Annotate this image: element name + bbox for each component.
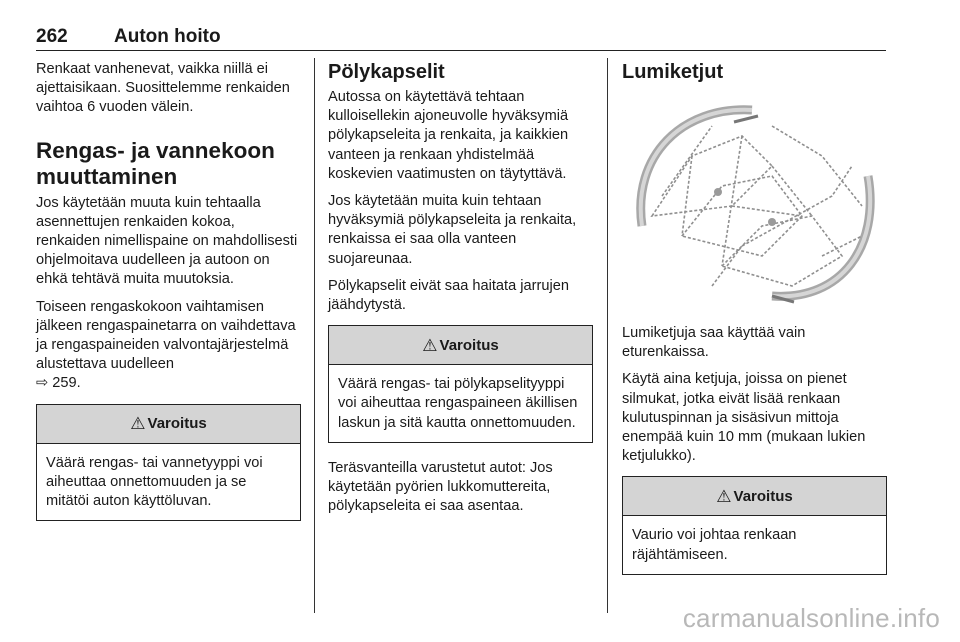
page-header [36, 22, 886, 51]
column-divider [607, 58, 608, 613]
warning-title: Varoitus [733, 487, 793, 505]
paragraph: Pölykapselit eivät saa haitata jarrujen jäähdytystä. [328, 277, 569, 314]
page-number: 262 [36, 26, 68, 47]
paragraph: Jos käytetään muuta kuin tehtaalla asennettujen renkaiden kokoa, renkaiden nimellispaine on mahdollisesti ohjelmoitava uudelleen ja autoon on ehkä tehtävä muita muutoksia. [36, 194, 298, 288]
chapter-title: Auton hoito [114, 26, 221, 47]
paragraph [36, 298, 301, 394]
warning-text: Väärä rengas- tai vannetyyppi voi aiheuttaa onnettomuuden ja se mitätöi auton käyttöluvan. [46, 454, 263, 510]
snow-chain-illustration [622, 96, 884, 308]
section-heading-hubcaps: Pölykapselit [328, 61, 445, 83]
paragraph: Autossa on käytettävä tehtaan kulloisellekin ajoneuvolle hyväksymiä pölykapseleita ja renkaita, ja kaikkien vanteen ja renkaan yhdistelmää koskevien vaatimusten on täytyttävä. [328, 89, 569, 182]
warning-title: Varoitus [147, 415, 207, 433]
paragraph: Jos käytetään muita kuin tehtaan hyväksymiä pölykapseleita ja renkaita, renkaissa ei saa olla vanteen suojareunaa. [328, 193, 577, 267]
warning-title: Varoitus [439, 336, 499, 354]
paragraph: Lumiketjuja saa käyttää vain eturenkaissa. [622, 325, 806, 361]
warning-icon: ⚠ [422, 335, 438, 355]
snow-chain-icon [622, 96, 884, 308]
warning-text: Väärä rengas- tai pölykapselityyppi voi aiheuttaa rengaspaineen äkillisen laskun ja sitä kautta onnettomuuden. [338, 376, 578, 431]
intro-paragraph: Renkaat vanhenevat, vaikka niillä ei ajettaisikaan. Suosittelemme renkaiden vaihtoa 6 vuoden välein. [36, 61, 290, 116]
column-3 [622, 60, 887, 575]
warning-icon: ⚠ [716, 486, 732, 506]
warning-text: Vaurio voi johtaa renkaan räjähtämiseen. [632, 527, 797, 563]
warning-header [623, 477, 886, 516]
warning-header [329, 326, 592, 365]
page-reference-link[interactable]: 259. [52, 375, 81, 392]
warning-header [37, 405, 300, 444]
column-1 [36, 60, 301, 521]
page-reference-icon: ⇨ [36, 375, 49, 392]
warning-icon: ⚠ [130, 414, 146, 434]
section-heading-tire-size: Rengas- ja vannekoon muuttaminen [36, 137, 275, 189]
column-divider [314, 58, 315, 613]
watermark: carmanualsonline.info [682, 603, 940, 633]
paragraph-text: Toiseen rengaskokoon vaihtamisen jälkeen rengaspainetarra on vaihdettava ja rengaspaineiden valvontajärjestelmä alustettava uudelleen [36, 298, 296, 373]
paragraph: Käytä aina ketjuja, joissa on pienet silmukat, jotka eivät lisää renkaan kulutuspinnan ja sisäsivun mittoja enempää kuin 10 mm (mukaan lukien ketjulukko). [622, 371, 866, 465]
warning-box [622, 476, 887, 574]
section-heading-snow-chains: Lumiketjut [622, 61, 724, 83]
warning-box [328, 325, 593, 443]
column-2 [328, 60, 593, 524]
paragraph: Teräsvanteilla varustetut autot: Jos käytetään pyörien lukkomuttereita, pölykapseleita ei saa asentaa. [328, 459, 553, 515]
warning-box [36, 404, 301, 522]
